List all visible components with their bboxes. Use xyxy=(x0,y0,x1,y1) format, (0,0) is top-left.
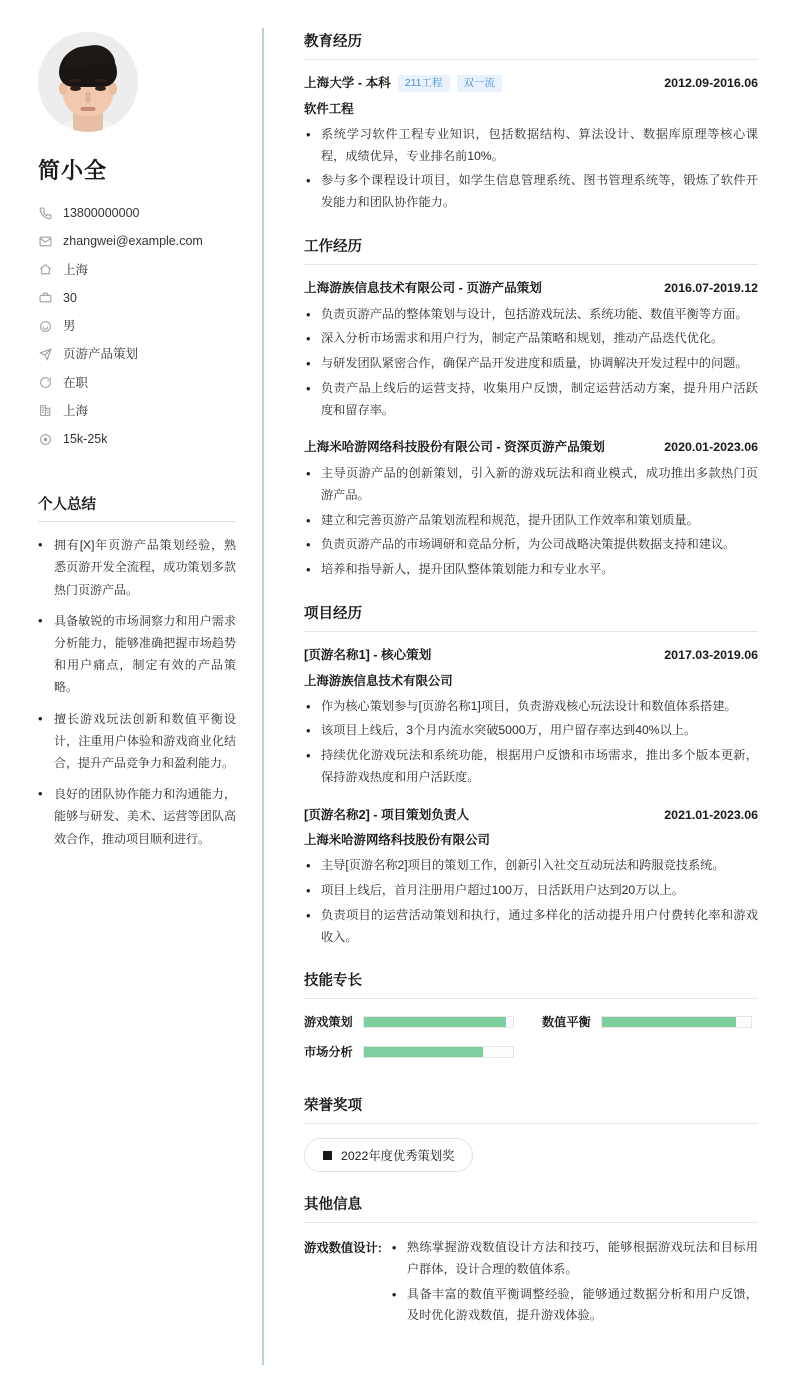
project-bullets xyxy=(304,855,758,948)
list-item: • 主导页游产品的创新策划，引入新的游戏玩法和商业模式，成功推出多款热门页游产品。 xyxy=(304,463,758,506)
other-info-row xyxy=(304,1237,758,1330)
contact-value-email: zhangwei@example.com xyxy=(63,234,203,249)
building-icon xyxy=(38,404,52,418)
project-company: 上海米哈游网络科技股份有限公司 xyxy=(304,833,490,848)
work-company-role: 上海米哈游网络科技股份有限公司 - 资深页游产品策划 xyxy=(304,440,605,455)
other-info-label: 游戏数值设计: xyxy=(304,1241,382,1256)
contact-item-gender xyxy=(38,312,236,340)
skill-bar-track xyxy=(363,1046,514,1058)
list-item: • 负责产品上线后的运营支持，收集用户反馈，制定运营活动方案，提升用户活跃度和留存率。 xyxy=(304,378,758,421)
coin-icon xyxy=(38,432,52,446)
other-info-body xyxy=(390,1237,758,1330)
list-item: • 主导[页游名称2]项目的策划工作，创新引入社交互动玩法和跨服竞技系统。 xyxy=(304,855,758,877)
skills-section xyxy=(304,969,758,1073)
list-item: • 拥有[X]年页游产品策划经验，熟悉页游开发全流程，成功策划多款热门页游产品。 xyxy=(38,534,236,601)
list-item: • 作为核心策划参与[页游名称1]项目，负责游戏核心玩法设计和数值体系搭建。 xyxy=(304,696,758,718)
list-item: • 项目上线后，首月注册用户超过100万，日活跃用户达到20万以上。 xyxy=(304,880,758,902)
work-section xyxy=(304,235,758,581)
list-item: • 具备丰富的数值平衡调整经验，能够通过数据分析和用户反馈，及时优化游戏数值，提升游戏体验。 xyxy=(390,1284,758,1327)
contact-item-phone xyxy=(38,199,236,227)
education-tag-shuangyiliu: 双一流 xyxy=(457,75,503,93)
education-school-line xyxy=(304,74,502,93)
contact-value-phone: 13800000000 xyxy=(63,206,140,220)
project-entry xyxy=(304,806,758,949)
work-entry-head xyxy=(304,279,758,298)
personal-summary-title: 个人总结 xyxy=(38,493,236,522)
contact-item-email xyxy=(38,227,236,255)
refresh-icon xyxy=(38,376,52,390)
other-info-section xyxy=(304,1193,758,1330)
personal-summary-section xyxy=(38,493,236,849)
award-label: 2022年度优秀策划奖 xyxy=(341,1149,455,1164)
gender-icon xyxy=(38,319,52,333)
contact-item-location xyxy=(38,256,236,284)
education-date: 2012.09-2016.06 xyxy=(664,76,758,90)
contact-item-salary xyxy=(38,425,236,453)
work-entry-head xyxy=(304,438,758,457)
list-item: • 参与多个课程设计项目，如学生信息管理系统、图书管理系统等，锻炼了软件开发能力和团队协作能力。 xyxy=(304,170,758,213)
home-icon xyxy=(38,263,52,277)
skill-label: 游戏策划 xyxy=(304,1015,353,1030)
avatar xyxy=(38,32,138,132)
other-info-title: 其他信息 xyxy=(304,1193,758,1223)
education-tag-211: 211工程 xyxy=(398,75,450,93)
skill-label: 市场分析 xyxy=(304,1045,353,1060)
skill-bar-fill xyxy=(602,1017,736,1027)
projects-title: 项目经历 xyxy=(304,602,758,632)
id-card-icon xyxy=(38,291,52,305)
list-item: • 深入分析市场需求和用户行为，制定产品策略和规划，推动产品迭代优化。 xyxy=(304,328,758,350)
education-section xyxy=(304,30,758,214)
list-item: • 负责页游产品的市场调研和竞品分析，为公司战略决策提供数据支持和建议。 xyxy=(304,534,758,556)
education-entry xyxy=(304,74,758,214)
work-date: 2016.07-2019.12 xyxy=(664,280,758,295)
list-item: • 建立和完善页游产品策划流程和规范，提升团队工作效率和策划质量。 xyxy=(304,510,758,532)
skill-bar-fill xyxy=(364,1047,483,1057)
list-item: • 持续优化游戏玩法和系统功能，根据用户反馈和市场需求，推出多个版本更新，保持游戏热度和用户活跃度。 xyxy=(304,745,758,788)
award-badge xyxy=(304,1138,473,1172)
projects-section xyxy=(304,602,758,949)
list-item: • 与研发团队紧密合作，确保产品开发进度和质量，协调解决开发过程中的问题。 xyxy=(304,353,758,375)
list-item: • 该项目上线后，3个月内流水突破5000万，用户留存率达到40%以上。 xyxy=(304,720,758,742)
awards-title: 荣誉奖项 xyxy=(304,1094,758,1124)
contact-value-position: 页游产品策划 xyxy=(63,347,139,362)
personal-summary-list xyxy=(38,534,236,849)
paper-plane-icon xyxy=(38,347,52,361)
list-item: • 擅长游戏玩法创新和数值平衡设计，注重用户体验和游戏商业化结合，提升产品竞争力和盈利能力。 xyxy=(38,708,236,775)
project-date: 2021.01-2023.06 xyxy=(664,807,758,822)
awards-section xyxy=(304,1094,758,1172)
main-content xyxy=(264,0,794,1375)
education-entry-head xyxy=(304,74,758,93)
skill-bar-track xyxy=(601,1016,752,1028)
work-company-role: 上海游族信息技术有限公司 - 页游产品策划 xyxy=(304,280,542,295)
candidate-name: 简小全 xyxy=(38,158,108,183)
education-major: 软件工程 xyxy=(304,101,354,116)
education-school: 上海大学 - 本科 xyxy=(304,76,391,90)
work-date: 2020.01-2023.06 xyxy=(664,440,758,455)
contact-value-status: 在职 xyxy=(63,375,89,390)
contact-item-age xyxy=(38,284,236,312)
list-item: • 系统学习软件工程专业知识，包括数据结构、算法设计、数据库原理等核心课程，成绩优异，专业排名前10%。 xyxy=(304,124,758,167)
skill-label: 数值平衡 xyxy=(542,1015,591,1030)
phone-icon xyxy=(38,206,52,220)
list-item: • 负责页游产品的整体策划与设计，包括游戏玩法、系统功能、数值平衡等方面。 xyxy=(304,304,758,326)
skills-grid xyxy=(304,1013,758,1073)
project-entry xyxy=(304,646,758,789)
work-entry xyxy=(304,438,758,580)
list-item: • 培养和指导新人，提升团队整体策划能力和专业水平。 xyxy=(304,559,758,581)
contact-item-position xyxy=(38,340,236,368)
work-bullets xyxy=(304,463,758,581)
list-item: • 熟练掌握游戏数值设计方法和技巧，能够根据游戏玩法和目标用户群体，设计合理的数值体系。 xyxy=(390,1237,758,1280)
skill-row xyxy=(542,1013,752,1030)
contact-value-workcity: 上海 xyxy=(63,403,89,418)
education-bullets xyxy=(304,124,758,214)
project-bullets xyxy=(304,696,758,789)
work-entry xyxy=(304,279,758,421)
list-item: • 负责项目的运营活动策划和执行，通过多样化的活动提升用户付费转化率和游戏收入。 xyxy=(304,905,758,948)
avatar-wrap xyxy=(38,28,236,132)
contact-list xyxy=(38,199,236,453)
project-company: 上海游族信息技术有限公司 xyxy=(304,673,453,688)
contact-item-status xyxy=(38,369,236,397)
contact-value-age: 30 xyxy=(63,290,77,305)
project-name-role: [页游名称1] - 核心策划 xyxy=(304,647,432,662)
square-bullet-icon xyxy=(323,1151,332,1160)
list-item: • 具备敏锐的市场洞察力和用户需求分析能力，能够准确把握市场趋势和用户痛点，制定有效的产品策略。 xyxy=(38,610,236,699)
skill-row xyxy=(304,1013,514,1030)
list-item: • 良好的团队协作能力和沟通能力，能够与研发、美术、运营等团队高效合作，推动项目顺利进行。 xyxy=(38,783,236,850)
contact-value-salary: 15k-25k xyxy=(63,432,108,446)
skill-row xyxy=(304,1043,514,1060)
education-title: 教育经历 xyxy=(304,30,758,60)
work-bullets xyxy=(304,304,758,422)
project-name-role: [页游名称2] - 项目策划负责人 xyxy=(304,807,470,822)
awards-list xyxy=(304,1138,758,1172)
project-entry-head xyxy=(304,806,758,825)
sidebar xyxy=(0,0,264,1375)
skill-bar-track xyxy=(363,1016,514,1028)
skills-title: 技能专长 xyxy=(304,969,758,999)
other-info-list xyxy=(390,1237,758,1327)
contact-item-workcity xyxy=(38,397,236,425)
contact-value-location: 上海 xyxy=(63,262,89,277)
project-entry-head xyxy=(304,646,758,665)
work-title: 工作经历 xyxy=(304,235,758,265)
envelope-icon xyxy=(38,234,52,248)
contact-value-gender: 男 xyxy=(63,319,76,333)
skill-bar-fill xyxy=(364,1017,506,1027)
project-date: 2017.03-2019.06 xyxy=(664,647,758,662)
